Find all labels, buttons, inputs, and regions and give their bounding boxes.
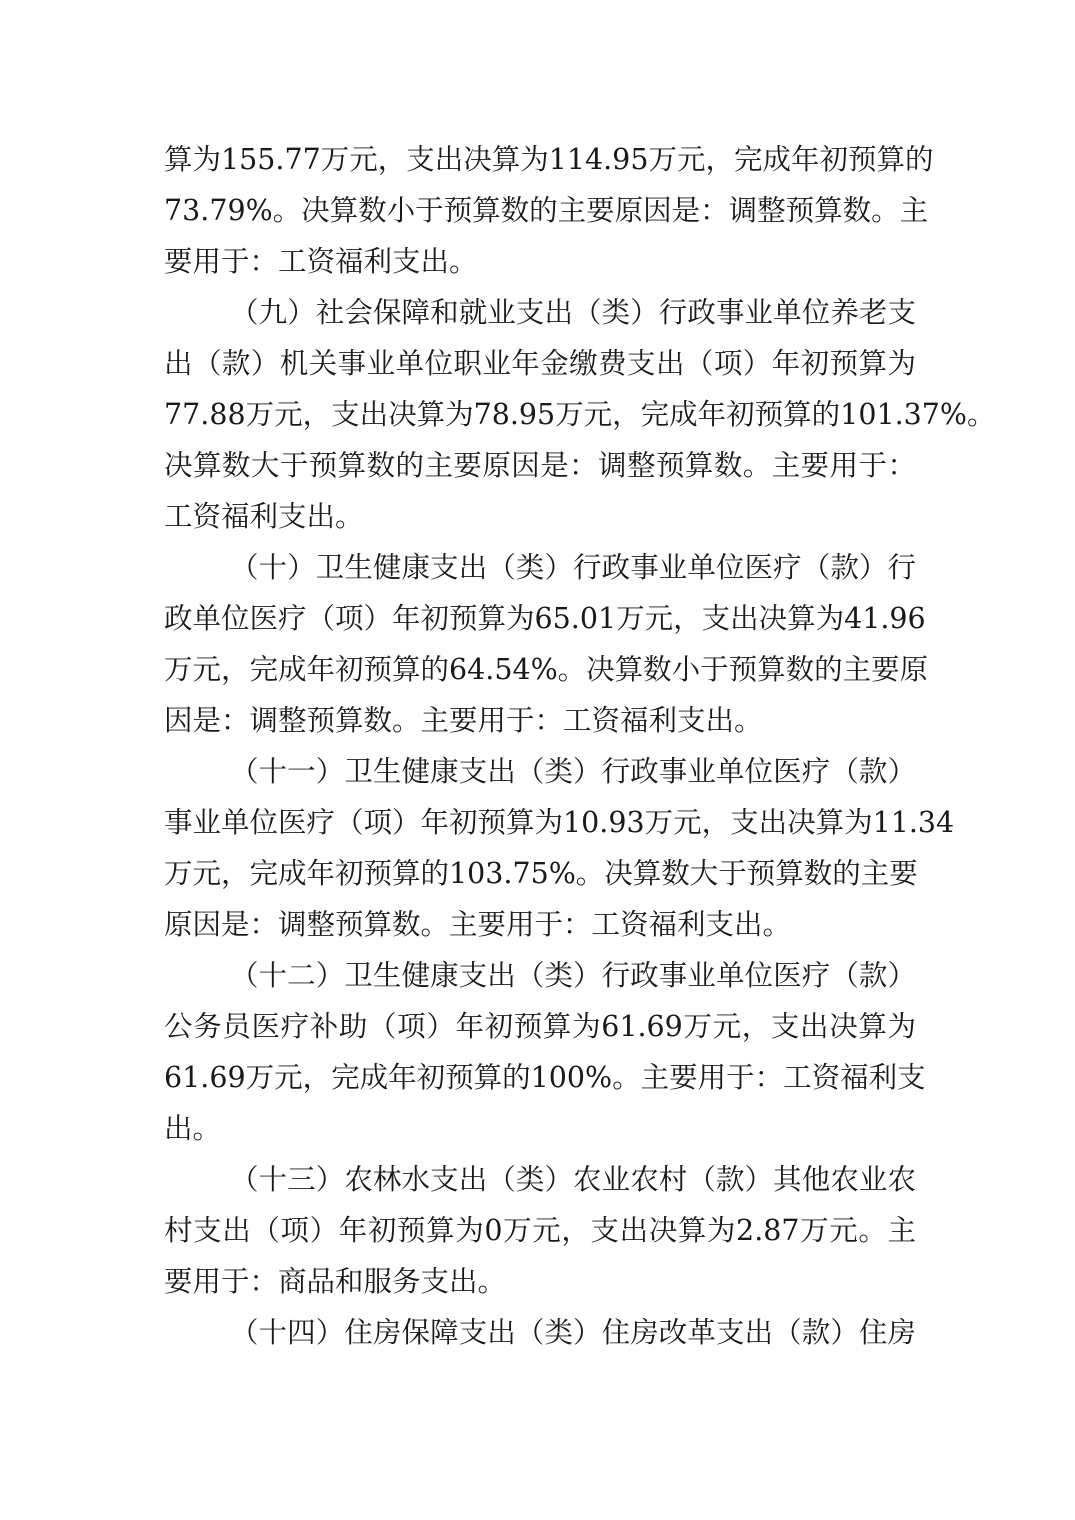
text-line: 村支出（项）年初预算为0万元，支出决算为2.87万元。主 — [164, 1214, 916, 1247]
text-line: （十一）卫生健康支出（类）行政事业单位医疗（款） — [230, 755, 916, 788]
paragraph-continued — [164, 134, 934, 287]
paragraph-item-12 — [164, 950, 926, 1154]
text-line: （九）社会保障和就业支出（类）行政事业单位养老支 — [230, 296, 916, 329]
text-line: 73.79%。决算数小于预算数的主要原因是：调整预算数。主 — [164, 194, 929, 227]
paragraph-item-11 — [164, 746, 955, 950]
text-line: 出。 — [164, 1112, 222, 1145]
text-line: 政单位医疗（项）年初预算为65.01万元，支出决算为41.96 — [164, 602, 926, 635]
text-line: （十二）卫生健康支出（类）行政事业单位医疗（款） — [230, 959, 916, 992]
text-line: 事业单位医疗（项）年初预算为10.93万元，支出决算为11.34 — [164, 806, 955, 839]
paragraph-item-10 — [164, 542, 929, 746]
paragraph-item-14 — [164, 1307, 916, 1358]
text-line: 61.69万元，完成年初预算的100%。主要用于：工资福利支 — [164, 1061, 926, 1094]
paragraph-item-9 — [164, 287, 996, 542]
text-line: 出（款）机关事业单位职业年金缴费支出（项）年初预算为 — [164, 347, 916, 380]
paragraph-item-13 — [164, 1154, 916, 1307]
text-line: （十三）农林水支出（类）农业农村（款）其他农业农 — [230, 1163, 916, 1196]
text-line: 算为155.77万元，支出决算为114.95万元，完成年初预算的 — [164, 143, 934, 176]
text-line: 万元，完成年初预算的64.54%。决算数小于预算数的主要原 — [164, 653, 929, 686]
text-line: 要用于：工资福利支出。 — [164, 245, 478, 278]
text-line: 万元，完成年初预算的103.75%。决算数大于预算数的主要 — [164, 857, 918, 890]
text-line: 公务员医疗补助（项）年初预算为61.69万元，支出决算为 — [164, 1010, 916, 1043]
text-line: 77.88万元，支出决算为78.95万元，完成年初预算的101.37%。 — [164, 398, 996, 431]
text-line: 原因是：调整预算数。主要用于：工资福利支出。 — [164, 908, 792, 941]
text-line: 决算数大于预算数的主要原因是：调整预算数。主要用于： — [164, 449, 916, 482]
text-line: 要用于：商品和服务支出。 — [164, 1265, 507, 1298]
body-text — [164, 134, 996, 1358]
text-line: 因是：调整预算数。主要用于：工资福利支出。 — [164, 704, 763, 737]
text-line: 工资福利支出。 — [164, 500, 364, 533]
text-line: （十四）住房保障支出（类）住房改革支出（款）住房 — [230, 1316, 916, 1349]
text-line: （十）卫生健康支出（类）行政事业单位医疗（款）行 — [230, 551, 916, 584]
